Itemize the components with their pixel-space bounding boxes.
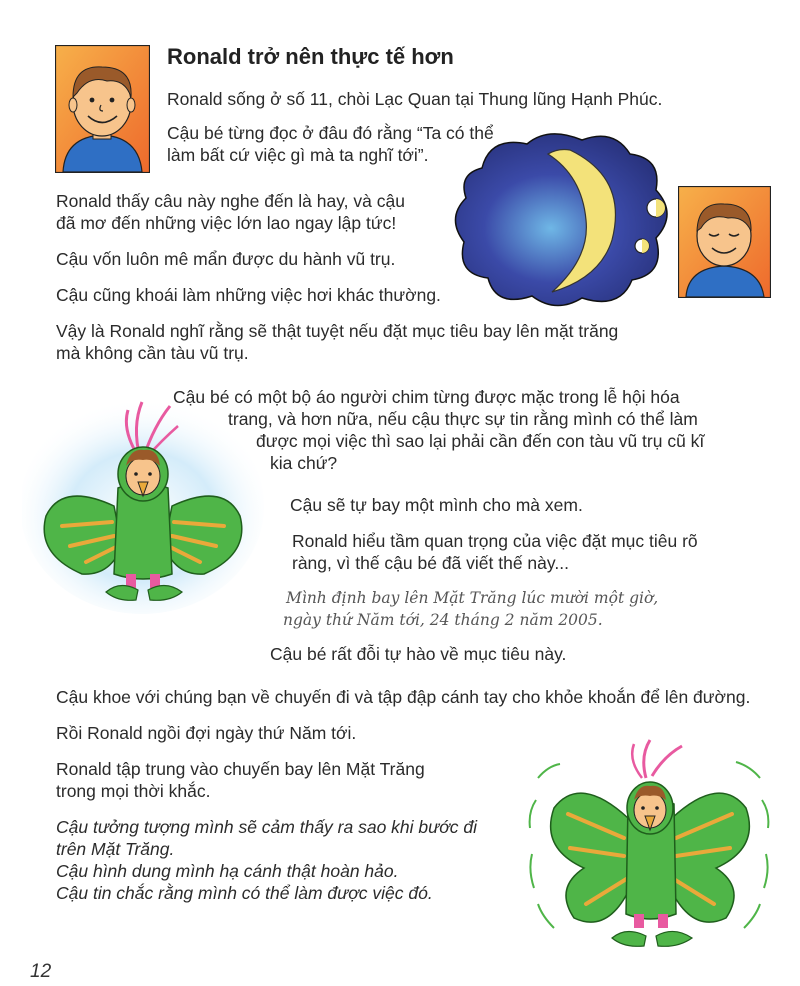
quote-line-2: làm bất cứ việc gì mà ta nghĩ tới”. xyxy=(167,145,429,165)
italic-line-1: Cậu tưởng tượng mình sẽ cảm thấy ra sao khi bước đi xyxy=(56,817,478,837)
paragraph-8: Cậu bé rất đỗi tự hào về mục tiêu này. xyxy=(270,644,567,664)
page-number: 12 xyxy=(30,961,52,982)
quote-line-1: Cậu bé từng đọc ở đâu đó rằng “Ta có thể xyxy=(167,123,494,143)
flapping-ronald-illustration xyxy=(524,738,772,952)
paragraph-4-line-1: Vậy là Ronald nghĩ rằng sẽ thật tuyệt nếu đặt mục tiêu bay lên mặt trăng xyxy=(56,321,619,341)
paragraph-7-line-1: Ronald hiểu tầm quan trọng của việc đặt mục tiêu rõ xyxy=(292,531,698,551)
paragraph-4-line-2: mà không cần tàu vũ trụ. xyxy=(56,343,249,363)
paragraph-1-line-1: Ronald thấy câu này nghe đến là hay, và cậu xyxy=(56,191,405,211)
paragraph-11-line-1: Ronald tập trung vào chuyến bay lên Mặt Trăng xyxy=(56,759,425,779)
italic-line-3: Cậu hình dung mình hạ cánh thật hoàn hảo. xyxy=(56,861,399,881)
italic-line-2: trên Mặt Trăng. xyxy=(56,839,175,859)
goal-note-line-1: Mình định bay lên Mặt Trăng lúc mười một giờ, xyxy=(286,589,659,607)
dreaming-ronald-portrait xyxy=(678,186,771,298)
paragraph-3: Cậu cũng khoái làm những việc hơi khác thường. xyxy=(56,285,441,305)
paragraph-5-line-4: kia chứ? xyxy=(270,453,338,473)
paragraph-11-line-2: trong mọi thời khắc. xyxy=(56,781,211,801)
paragraph-7-line-2: ràng, vì thế cậu bé đã viết thế này... xyxy=(292,553,569,573)
paragraph-9: Cậu khoe với chúng bạn về chuyến đi và tập đập cánh tay cho khỏe khoắn để lên đường. xyxy=(56,687,751,707)
page-title: Ronald trở nên thực tế hơn xyxy=(167,44,454,69)
paragraph-5-line-3: được mọi việc thì sao lại phải cần đến con tàu vũ trụ cũ kĩ xyxy=(256,431,705,451)
goal-note-line-2: ngày thứ Năm tới, 24 tháng 2 năm 2005. xyxy=(283,611,603,629)
paragraph-2: Cậu vốn luôn mê mẩn được du hành vũ trụ. xyxy=(56,249,396,269)
italic-line-4: Cậu tin chắc rằng mình có thể làm được việc đó. xyxy=(56,883,433,903)
paragraph-5-line-2: trang, và hơn nữa, nếu cậu thực sự tin rằng mình có thể làm xyxy=(228,409,698,429)
paragraph-5-line-1: Cậu bé có một bộ áo người chim từng được mặc trong lễ hội hóa xyxy=(173,387,680,407)
ronald-portrait xyxy=(55,45,150,173)
paragraph-10: Rồi Ronald ngồi đợi ngày thứ Năm tới. xyxy=(56,723,357,743)
paragraph-6: Cậu sẽ tự bay một mình cho mà xem. xyxy=(290,495,583,515)
intro-line: Ronald sống ở số 11, chòi Lạc Quan tại Thung lũng Hạnh Phúc. xyxy=(167,89,663,109)
paragraph-1-line-2: đã mơ đến những việc lớn lao ngay lập tức! xyxy=(56,213,397,233)
dream-cloud-moon xyxy=(452,128,684,313)
